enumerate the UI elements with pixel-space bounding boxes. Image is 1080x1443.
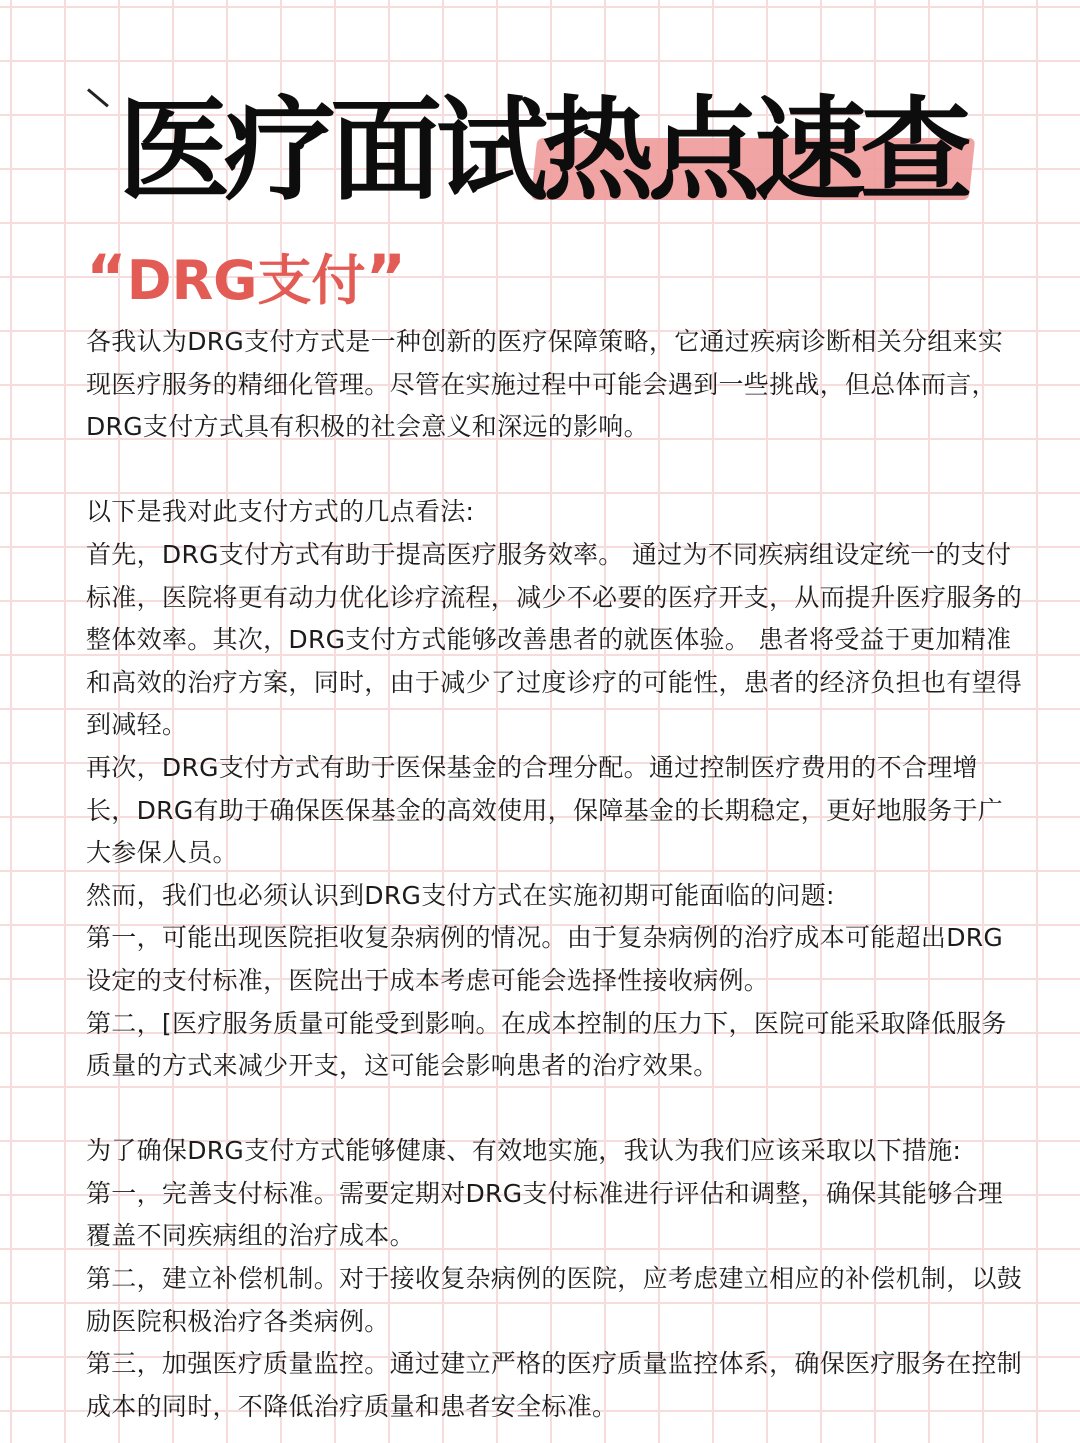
- paragraph-measure-2: 第二，建立补偿机制。对于接收复杂病例的医院，应考虑建立相应的补偿机制，以鼓励医院积极治疗各类病例。: [86, 1264, 1023, 1336]
- paragraph-measure-1: 第一，完善支付标准。需要定期对DRG支付标准进行评估和调整，确保其能够合理覆盖不同疾病组的治疗成本。: [86, 1178, 1004, 1251]
- title-slash-decoration: [87, 88, 109, 107]
- topic-heading: [86, 238, 406, 321]
- paragraph-measures-lead: 为了确保DRG支付方式能够健康、有效地实施，我认为我们应该采取以下措施:: [86, 1136, 962, 1166]
- page-title: 医疗面试热点速查: [118, 86, 966, 216]
- paragraph-third: 再次，DRG支付方式有助于医保基金的合理分配。通过控制医疗费用的不合理增长，DRG有助于确保医保基金的高效使用，保障基金的长期稳定，更好地服务于广大参保人员。: [86, 752, 1004, 868]
- article-body: [86, 321, 1026, 1428]
- paragraph-problem-2: 第二，[医疗服务质量可能受到影响。在成本控制的压力下，医院可能采取降低服务质量的方式来减少开支，这可能会影响患者的治疗效果。: [86, 1008, 1007, 1081]
- paragraph-first-second: 首先，DRG支付方式有助于提高医疗服务效率。 通过为不同疾病组设定统一的支付标准，医院将更有动力优化诊疗流程，减少不必要的医疗开支，从而提升医疗服务的整体效率。其次，DRG支付方式能够改善患者的就医体验。 患者将受益于更加精准和高效的治疗方案，同时，由于减少了过度诊疗的可能性，患者的经济负担也有望得到减轻。: [86, 539, 1023, 740]
- topic-text: DRG支付: [126, 249, 366, 312]
- paragraph-views-lead: 以下是我对此支付方式的几点看法:: [86, 497, 475, 527]
- open-quote: “: [86, 241, 127, 314]
- title-block: [88, 80, 1028, 230]
- paragraph-problems-lead: 然而，我们也必须认识到DRG支付方式在实施初期可能面临的问题:: [86, 880, 835, 910]
- paragraph-measure-3: 第三，加强医疗质量监控。通过建立严格的医疗质量监控体系，确保医疗服务在控制成本的同时，不降低治疗质量和患者安全标准。: [86, 1349, 1023, 1421]
- paragraph-intro: 各我认为DRG支付方式是一种创新的医疗保障策略，它通过疾病诊断相关分组来实现医疗服务的精细化管理。尽管在实施过程中可能会遇到一些挑战，但总体而言，DRG支付方式具有积极的社会意义和深远的影响。: [86, 327, 1004, 442]
- close-quote: ”: [365, 241, 407, 314]
- paragraph-problem-1: 第一，可能出现医院拒收复杂病例的情况。由于复杂病例的治疗成本可能超出DRG设定的支付标准，医院出于成本考虑可能会选择性接收病例。: [86, 923, 1004, 995]
- paragraph-gap: [86, 449, 1026, 492]
- paragraph-gap: [86, 1088, 1026, 1131]
